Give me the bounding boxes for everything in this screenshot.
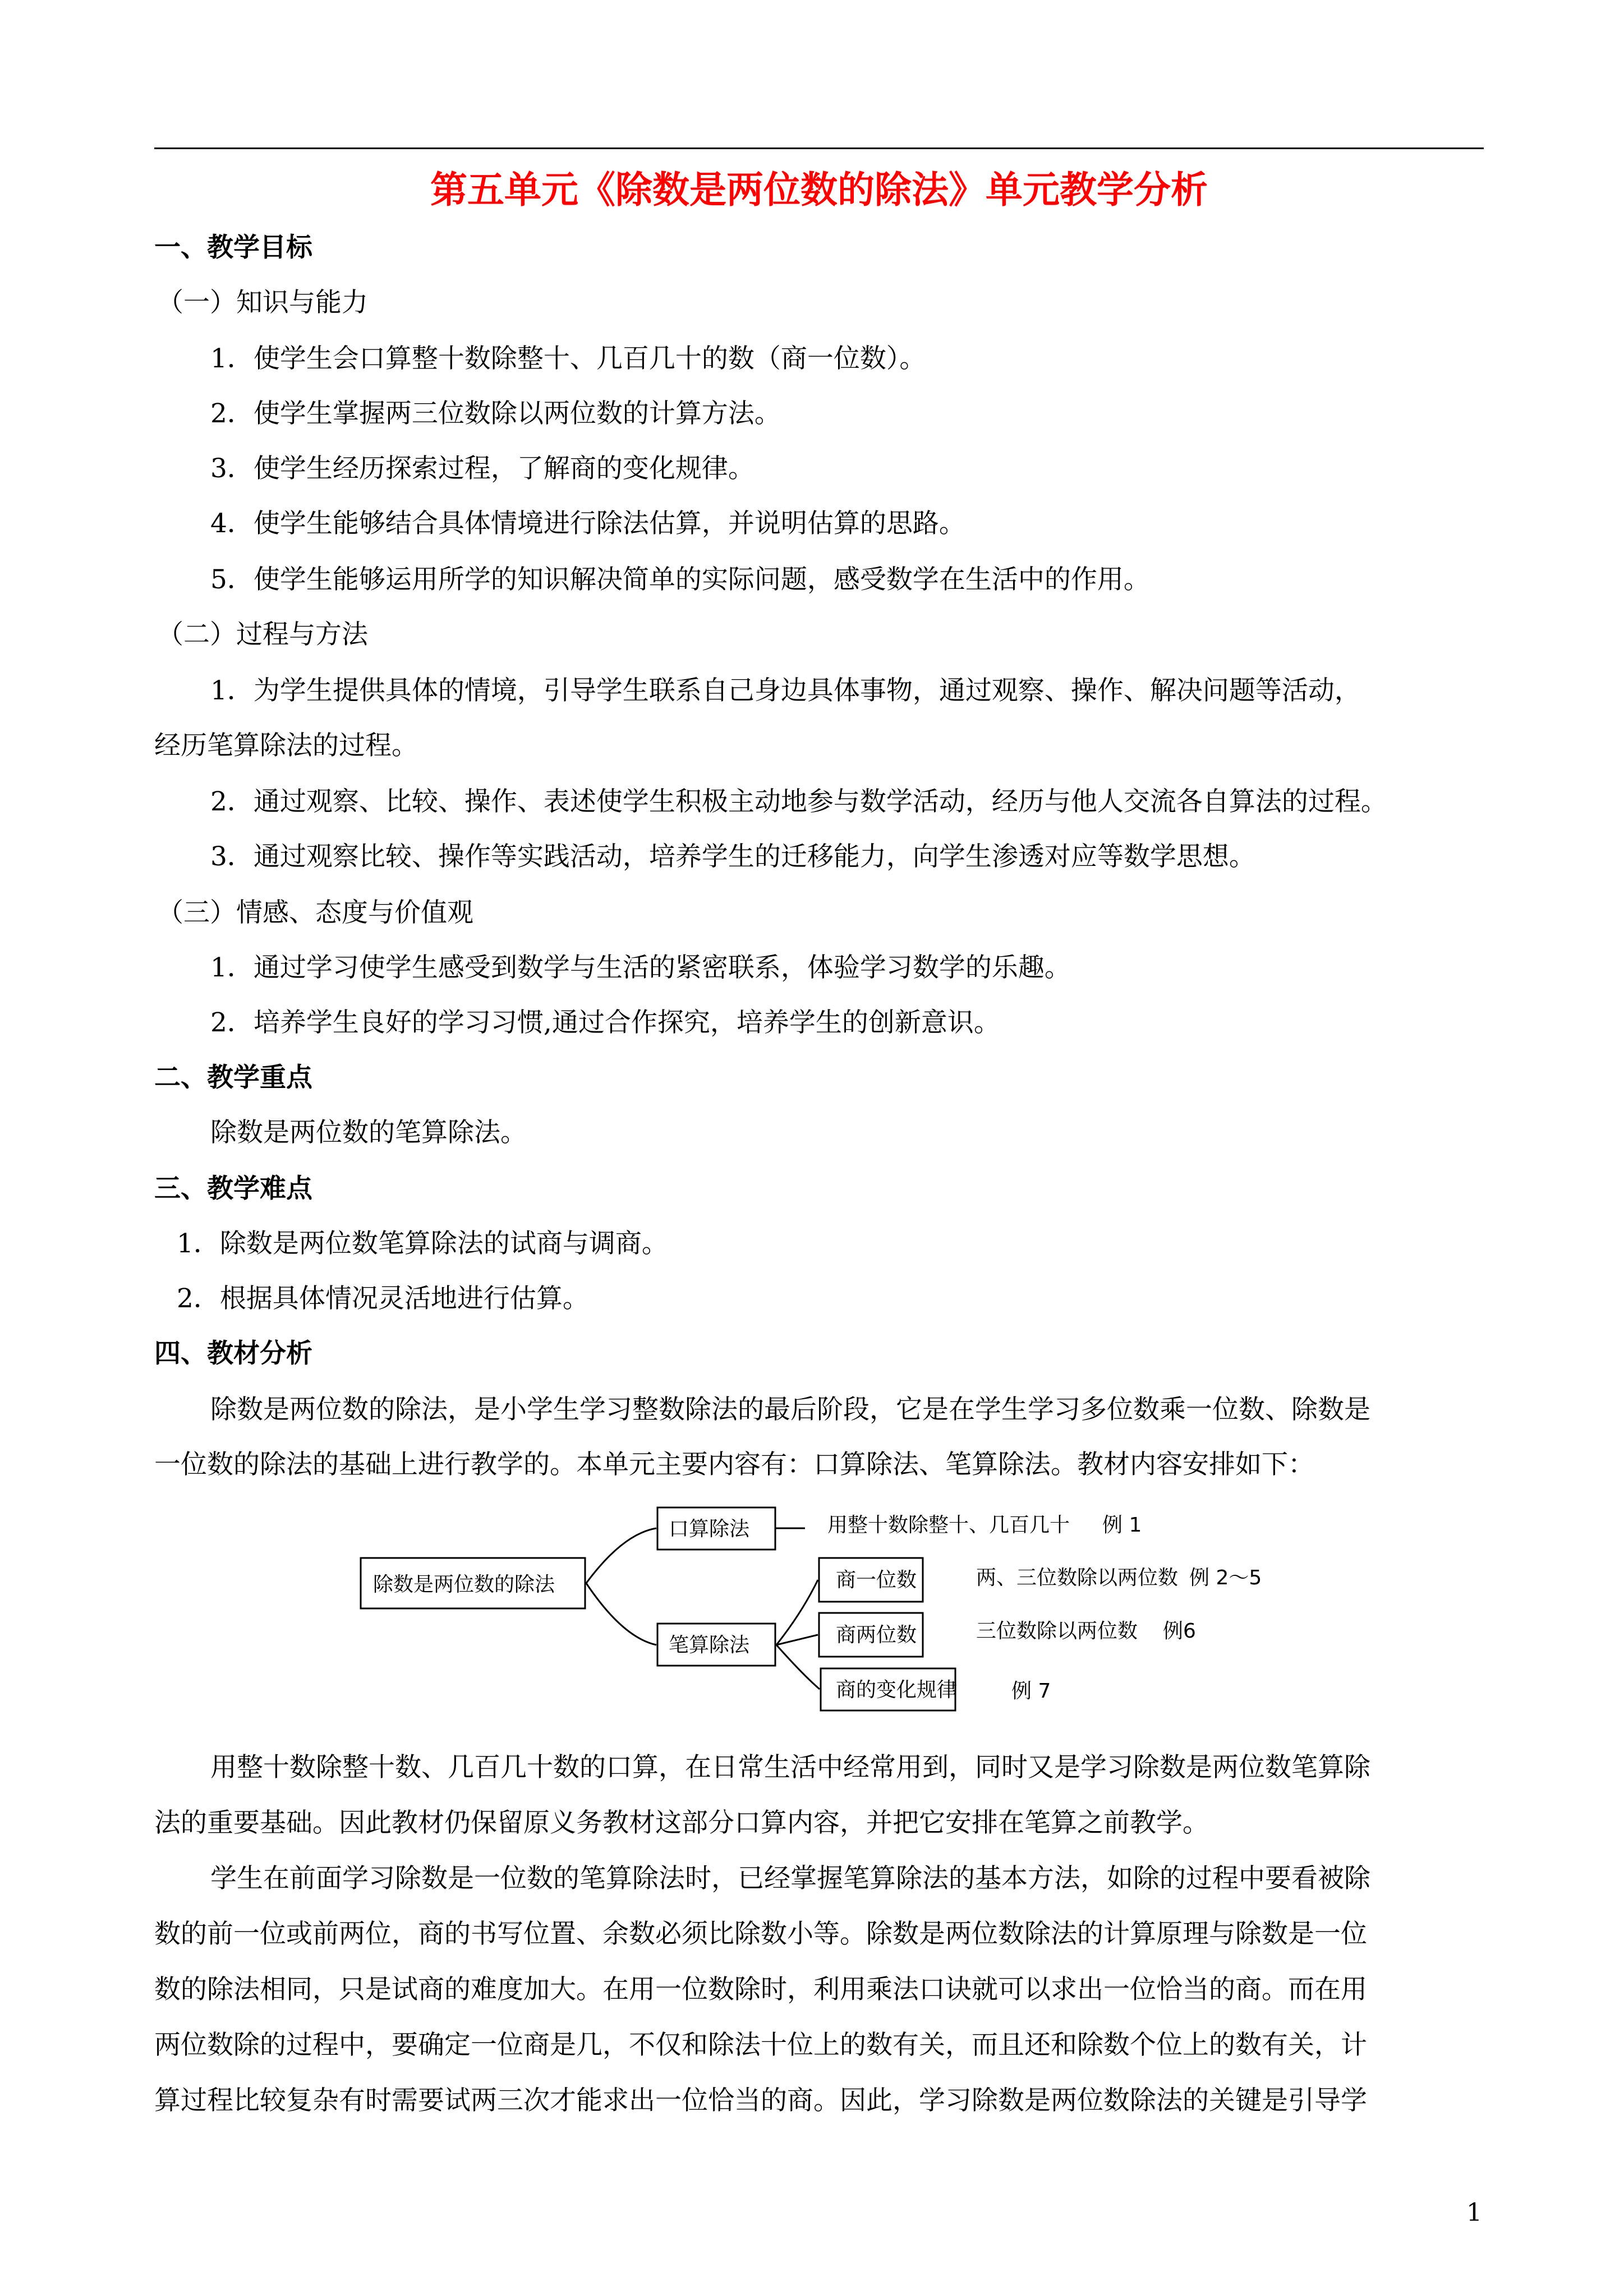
diagram-oral-desc: 用整十数除整十、几百几十: [827, 1514, 1070, 1537]
diagram-oral-label: 口算除法: [669, 1518, 750, 1541]
paragraph-line: 数的前一位或前两位，商的书写位置、余数必须比除数小等。除数是两位数除法的计算原理与除数是一位: [154, 1919, 1367, 1949]
section-heading-key-points: 二、教学重点: [154, 1062, 312, 1093]
paragraph: 除数是两位数的笔算除法。: [210, 1117, 527, 1148]
diagram-item-label: 商的变化规律: [836, 1679, 958, 1702]
paragraph-line: 算过程比较复杂有时需要试两三次才能求出一位恰当的商。因此，学习除数是两位数除法的关键是引导学: [154, 2085, 1367, 2116]
paragraph-line: 一位数的除法的基础上进行教学的。本单元主要内容有：口算除法、笔算除法。教材内容安排如下：: [154, 1449, 1314, 1480]
paragraph-line: 用整十数除整十数、几百几十数的口算，在日常生活中经常用到，同时又是学习除数是两位数笔算除: [210, 1752, 1370, 1783]
list-item: 5．使学生能够运用所学的知识解决简单的实际问题，感受数学在生活中的作用。: [210, 564, 1150, 595]
diagram-written-label: 笔算除法: [669, 1634, 750, 1657]
section-heading-objectives: 一、教学目标: [154, 232, 312, 263]
subheading-process: （二）过程与方法: [157, 619, 368, 650]
list-item: 2．培养学生良好的学习习惯,通过合作探究，培养学生的创新意识。: [210, 1007, 1000, 1038]
diagram-root-label: 除数是两位数的除法: [373, 1573, 555, 1596]
subheading-knowledge: （一）知识与能力: [157, 287, 368, 318]
diagram-item-example: 例6: [1163, 1620, 1196, 1643]
list-item-continuation: 经历笔算除法的过程。: [154, 730, 418, 761]
list-item: 3．通过观察比较、操作等实践活动，培养学生的迁移能力，向学生渗透对应等数学思想。: [210, 841, 1255, 872]
diagram-item-desc: 两、三位数除以两位数: [976, 1566, 1179, 1589]
diagram-item-example: 例 2～5: [1189, 1566, 1262, 1589]
diagram-oral-example: 例 1: [1102, 1514, 1142, 1537]
paragraph-line: 除数是两位数的除法，是小学生学习整数除法的最后阶段，它是在学生学习多位数乘一位数、除数是: [210, 1394, 1370, 1425]
diagram-item-example: 例 7: [1011, 1680, 1051, 1703]
diagram-item-label: 商一位数: [836, 1569, 917, 1592]
subheading-attitude: （三）情感、态度与价值观: [157, 897, 473, 928]
list-item: 1．为学生提供具体的情境，引导学生联系自己身边具体事物，通过观察、操作、解决问题等活动，: [210, 675, 1361, 706]
diagram-connector: [776, 1580, 818, 1645]
list-item: 4．使学生能够结合具体情境进行除法估算，并说明估算的思路。: [210, 508, 965, 539]
list-item: 1．使学生会口算整十数除整十、几百几十的数（商一位数）。: [210, 343, 926, 374]
section-heading-materials: 四、教材分析: [154, 1338, 312, 1369]
document-title: 第五单元《除数是两位数的除法》单元教学分析: [430, 168, 1208, 211]
page-number: 1: [1466, 2198, 1482, 2227]
section-heading-difficulties: 三、教学难点: [154, 1173, 312, 1204]
paragraph-line: 法的重要基础。因此教材仍保留原义务教材这部分口算内容，并把它安排在笔算之前教学。: [154, 1808, 1209, 1838]
diagram-connector: [586, 1583, 656, 1645]
content-structure-diagram: [348, 1500, 1273, 1736]
list-item: 3．使学生经历探索过程，了解商的变化规律。: [210, 453, 755, 484]
list-item: 2．使学生掌握两三位数除以两位数的计算方法。: [210, 398, 781, 429]
diagram-item-label: 商两位数: [836, 1624, 917, 1647]
paragraph-line: 数的除法相同，只是试商的难度加大。在用一位数除时，利用乘法口诀就可以求出一位恰当的商。而在用: [154, 1974, 1367, 2005]
list-item: 2．根据具体情况灵活地进行估算。: [177, 1283, 589, 1314]
diagram-connector: [776, 1645, 820, 1689]
list-item: 2．通过观察、比较、操作、表述使学生积极主动地参与数学活动，经历与他人交流各自算法的过程。: [210, 786, 1387, 817]
paragraph-line: 两位数除的过程中，要确定一位商是几，不仅和除法十位上的数有关，而且还和除数个位上的数有关，计: [154, 2030, 1367, 2060]
diagram-item-desc: 三位数除以两位数: [976, 1620, 1138, 1643]
list-item: 1．通过学习使学生感受到数学与生活的紧密联系，体验学习数学的乐趣。: [210, 952, 1071, 983]
paragraph-line: 学生在前面学习除数是一位数的笔算除法时，已经掌握笔算除法的基本方法，如除的过程中要看被除: [210, 1863, 1370, 1894]
diagram-connector: [586, 1528, 656, 1583]
top-rule: [154, 147, 1484, 149]
list-item: 1．除数是两位数笔算除法的试商与调商。: [177, 1228, 668, 1259]
